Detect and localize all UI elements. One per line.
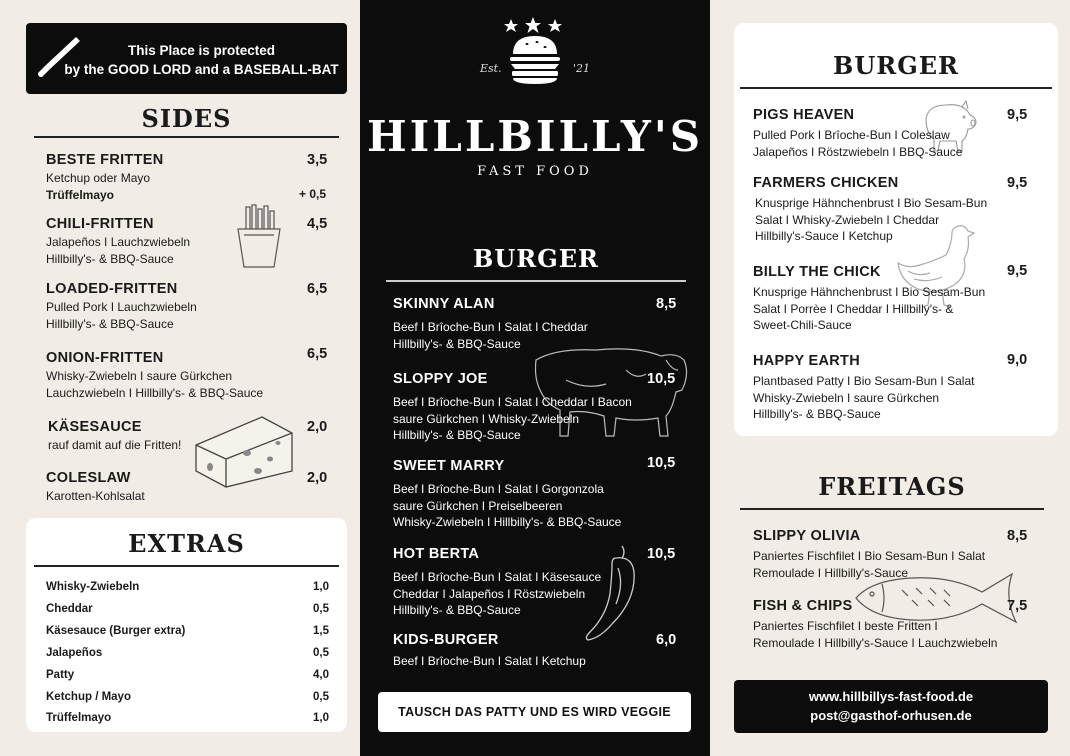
item-name: LOADED-FRITTEN <box>46 281 178 297</box>
item-desc: Pulled Pork I Lauchzwiebeln <box>46 300 197 314</box>
item-desc: rauf damit auf die Fritten! <box>48 438 182 452</box>
item-desc: Remoulade I Hillbilly's-Sauce I Lauchzwiebeln <box>753 635 998 650</box>
item-price: 2,0 <box>307 419 328 435</box>
extras-box <box>26 518 347 732</box>
item-desc: Knusprige Hähnchenbrust I Bio Sesam-Bun <box>755 196 988 210</box>
item-desc: Ketchup oder Mayo <box>46 171 151 185</box>
item-name: COLESLAW <box>46 470 131 486</box>
item-desc: Hillbilly's- & BBQ-Sauce <box>393 336 521 351</box>
item-price: 4,5 <box>307 216 328 232</box>
item-price: 10,5 <box>647 455 676 471</box>
cheese-icon <box>192 411 296 491</box>
contact-website-link[interactable]: www.hillbillys-fast-food.de <box>808 689 974 704</box>
veggie-button[interactable]: TAUSCH DAS PATTY UND ES WIRD VEGGIE <box>378 692 691 732</box>
right-burger-title: BURGER <box>833 51 959 80</box>
item-name: SWEET MARRY <box>393 458 505 474</box>
item-desc: Jalapeños I Röstzwiebeln I BBQ-Sauce <box>753 144 963 159</box>
logo-year: '21 <box>573 62 591 75</box>
item-name: SLIPPY OLIVIA <box>753 528 861 544</box>
left-panel <box>0 0 360 756</box>
friday-title: FREITAGS <box>818 472 966 501</box>
item-desc: Hillbilly's- & BBQ-Sauce <box>46 316 174 331</box>
logo-est: Est. <box>480 62 502 75</box>
extra-row <box>46 669 329 681</box>
item-desc: Beef I Brîoche-Bun I Salat I Ketchup <box>393 654 586 668</box>
item-name: ONION-FRITTEN <box>46 350 164 366</box>
side-item-onion-fritten <box>46 350 263 401</box>
extra-name: Käsesauce (Burger extra) <box>46 625 186 637</box>
extra-name: Cheddar <box>46 603 93 615</box>
extra-row <box>46 647 329 659</box>
burger-item-hot-berta <box>393 546 601 619</box>
item-price: 7,5 <box>1007 598 1028 614</box>
item-desc: Hillbilly's- & BBQ-Sauce <box>46 251 174 266</box>
logo-tagline: FAST FOOD <box>477 164 593 179</box>
item-desc: Salat I Porrèe I Cheddar I Hillbilly's- & <box>753 301 954 316</box>
notice-line-2: by the GOOD LORD and a BASEBALL-BAT <box>64 62 339 77</box>
extra-price: 0,5 <box>313 603 329 615</box>
burger-item-billy-the-chick <box>753 264 985 334</box>
item-desc: Plantbased Patty I Bio Sesam-Bun I Salat <box>753 374 975 388</box>
extra-row <box>46 581 329 593</box>
right-burger-divider <box>740 87 1052 89</box>
extra-price: 1,0 <box>313 712 329 724</box>
item-desc: Paniertes Fischfilet I beste Fritten I <box>753 619 938 633</box>
item-desc: Beef I Brîoche-Bun I Salat I Gorgonzola <box>393 482 604 496</box>
contact-email-link[interactable]: post@gasthof-orhusen.de <box>810 708 972 723</box>
item-desc: Whisky-Zwiebeln I Hillbilly's- & BBQ-Sauce <box>393 515 622 529</box>
item-extra-price: + 0,5 <box>299 187 327 201</box>
item-desc: Remoulade I Hillbilly's-Sauce <box>753 565 909 580</box>
item-price: 6,5 <box>307 281 328 297</box>
item-name: SLOPPY JOE <box>393 371 488 387</box>
item-desc: Hillbilly's-Sauce I Ketchup <box>755 229 893 243</box>
extra-price: 4,0 <box>313 669 329 681</box>
extra-name: Patty <box>46 669 75 681</box>
item-price: 9,5 <box>1007 175 1028 191</box>
extra-name: Jalapeños <box>46 647 103 659</box>
burger-item-pigs-heaven <box>753 107 962 160</box>
item-desc: Cheddar I Jalapeños I Röstzwiebeln <box>393 586 586 601</box>
item-name: HOT BERTA <box>393 546 480 562</box>
fries-icon <box>234 203 284 271</box>
item-desc: Knusprige Hähnchenbrust I Bio Sesam-Bun <box>753 285 986 299</box>
burger-item-sloppy-joe <box>393 371 632 444</box>
item-extra-label: Trüffelmayo <box>46 187 115 202</box>
item-name: PIGS HEAVEN <box>753 107 855 123</box>
item-price: 10,5 <box>647 371 676 387</box>
extra-price: 1,5 <box>313 625 329 637</box>
extra-row <box>46 603 329 615</box>
item-desc: saure Gürkchen I Preiselbeeren <box>393 498 563 513</box>
logo-brand: HILLBILLY'S <box>366 112 704 161</box>
center-burger-title: BURGER <box>473 244 599 273</box>
item-name: BESTE FRITTEN <box>46 152 164 168</box>
notice-line-1: This Place is protected <box>127 43 276 58</box>
item-desc: Whisky-Zwiebeln I saure Gürkchen <box>46 369 233 383</box>
item-desc: Pulled Pork I Brîoche-Bun I Coleslaw <box>753 128 950 142</box>
item-name: KIDS-BURGER <box>393 632 499 648</box>
item-desc: Sweet-Chili-Sauce <box>753 318 852 332</box>
item-desc: Beef I Brîoche-Bun I Salat I Cheddar <box>393 320 588 334</box>
item-name: BILLY THE CHICK <box>753 264 881 280</box>
item-desc: Beef I Brîoche-Bun I Salat I Käsesauce <box>393 570 602 584</box>
extra-price: 0,5 <box>313 647 329 659</box>
item-price: 8,5 <box>1007 528 1028 544</box>
extras-divider <box>34 565 339 567</box>
extra-name: Ketchup / Mayo <box>46 691 131 703</box>
item-name: FISH & CHIPS <box>753 598 853 614</box>
item-price: 9,0 <box>1007 352 1028 368</box>
item-price: 10,5 <box>647 546 676 562</box>
burger-item-farmers-chicken <box>753 175 987 245</box>
item-name: CHILI-FRITTEN <box>46 216 154 232</box>
item-price: 6,5 <box>307 346 328 362</box>
extra-name: Trüffelmayo <box>46 712 112 724</box>
item-price: 8,5 <box>656 296 677 312</box>
item-desc: saure Gürkchen I Whisky-Zwiebeln <box>393 411 580 426</box>
extra-price: 0,5 <box>313 691 329 703</box>
burger-item-skinny-alan <box>393 296 588 352</box>
center-panel <box>360 0 710 756</box>
item-price: 6,0 <box>656 632 677 648</box>
item-name: KÄSESAUCE <box>48 419 142 435</box>
side-item-kaesesauce <box>48 419 181 454</box>
item-desc: Salat I Whisky-Zwiebeln I Cheddar <box>755 212 940 227</box>
item-price: 3,5 <box>307 152 328 168</box>
item-desc: Hillbilly's- & BBQ-Sauce <box>393 428 521 442</box>
item-desc: Hillbilly's- & BBQ-Sauce <box>393 603 521 617</box>
item-desc: Beef I Brîoche-Bun I Salat I Cheddar I Bacon <box>393 395 632 409</box>
item-desc: Karotten-Kohlsalat <box>46 489 145 503</box>
burger-item-happy-earth <box>753 353 974 423</box>
contact-box <box>734 680 1048 733</box>
item-name: SKINNY ALAN <box>393 296 495 312</box>
extra-name: Whisky-Zwiebeln <box>46 581 140 593</box>
burger-logo-icon <box>507 34 563 86</box>
item-price: 9,5 <box>1007 107 1028 123</box>
side-item-beste-fritten <box>46 152 164 202</box>
center-burger-divider <box>386 280 686 282</box>
stars-icon <box>503 17 563 35</box>
side-item-chili-fritten <box>46 216 190 267</box>
item-desc: Hillbilly's- & BBQ-Sauce <box>753 407 881 421</box>
extras-title: EXTRAS <box>128 529 245 558</box>
extra-row <box>46 712 329 724</box>
item-desc: Jalapeños I Lauchzwiebeln <box>46 235 191 249</box>
extra-price: 1,0 <box>313 581 329 593</box>
item-price: 9,5 <box>1007 263 1028 279</box>
friday-item-slippy-olivia <box>753 528 985 581</box>
extra-row <box>46 691 329 703</box>
item-desc: Lauchzwiebeln I Hillbilly's- & BBQ-Sauce <box>46 385 264 400</box>
logo <box>360 14 710 184</box>
item-desc: Whisky-Zwiebeln I saure Gürkchen <box>753 390 940 405</box>
right-panel <box>710 0 1070 756</box>
item-name: FARMERS CHICKEN <box>753 175 899 191</box>
item-price: 2,0 <box>307 470 328 486</box>
friday-item-fish-and-chips <box>753 598 997 651</box>
sides-divider <box>34 136 339 138</box>
burger-item-sweet-marry <box>393 458 621 531</box>
burger-item-kids-burger <box>393 632 586 670</box>
friday-divider <box>740 508 1044 510</box>
notice-box <box>26 23 347 94</box>
extra-row <box>46 625 329 637</box>
item-name: HAPPY EARTH <box>753 353 860 369</box>
item-desc: Paniertes Fischfilet I Bio Sesam-Bun I Salat <box>753 549 986 563</box>
right-burger-box <box>734 23 1058 436</box>
side-item-coleslaw <box>46 470 145 505</box>
side-item-loaded-fritten <box>46 281 197 332</box>
sides-title: SIDES <box>141 104 232 133</box>
